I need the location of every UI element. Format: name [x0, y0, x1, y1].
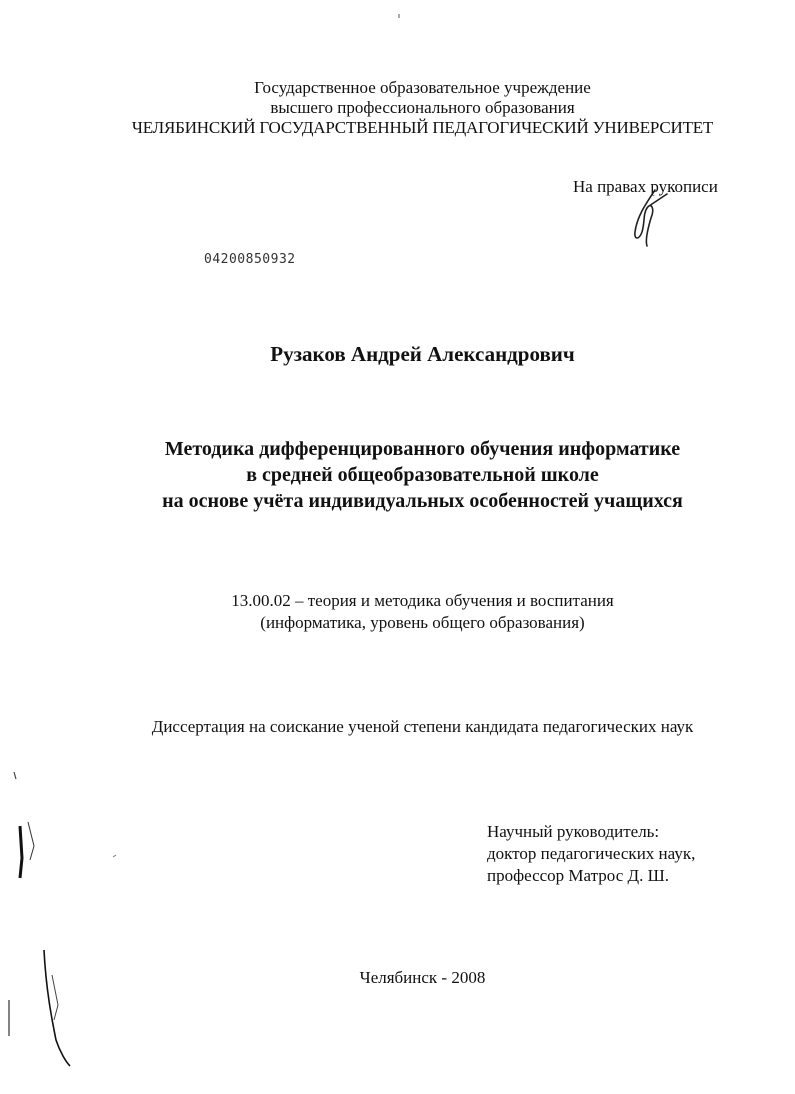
scan-mark [113, 855, 116, 857]
signature-icon [625, 188, 670, 250]
document-number: 04200850932 [204, 252, 296, 267]
author-name: Рузаков Андрей Александрович [270, 342, 575, 366]
dissertation-degree: Диссертация на соискание ученой степени кандидата педагогических наук [151, 717, 694, 736]
specialty-block [0, 590, 795, 634]
supervisor-block [487, 821, 695, 887]
title-line-2: в средней общеобразовательной школе [246, 464, 599, 486]
supervisor-line-2: доктор педагогических наук, [487, 844, 696, 863]
institution-block [0, 78, 795, 138]
dissertation-title [0, 436, 795, 514]
scan-mark [14, 772, 16, 779]
specialty-line-2: (информатика, уровень общего образования) [260, 613, 585, 632]
specialty-line-1: 13.00.02 – теория и методика обучения и воспитания [231, 591, 614, 610]
supervisor-line-1: Научный руководитель: [487, 822, 660, 841]
institution-line-2: высшего профессионального образования [270, 98, 575, 117]
institution-line-1: Государственное образовательное учреждение [254, 78, 591, 97]
title-line-1: Методика дифференцированного обучения информатике [164, 438, 681, 460]
scan-mark [20, 826, 22, 878]
scan-mark [28, 822, 34, 860]
supervisor-line-3: профессор Матрос Д. Ш. [487, 866, 669, 885]
manuscript-rights: На правах рукописи [573, 177, 718, 196]
city-year: Челябинск - 2008 [359, 968, 486, 987]
title-line-3: на основе учёта индивидуальных особенностей учащихся [162, 490, 683, 512]
institution-line-3: ЧЕЛЯБИНСКИЙ ГОСУДАРСТВЕННЫЙ ПЕДАГОГИЧЕСКИЙ УНИВЕРСИТЕТ [131, 118, 714, 137]
